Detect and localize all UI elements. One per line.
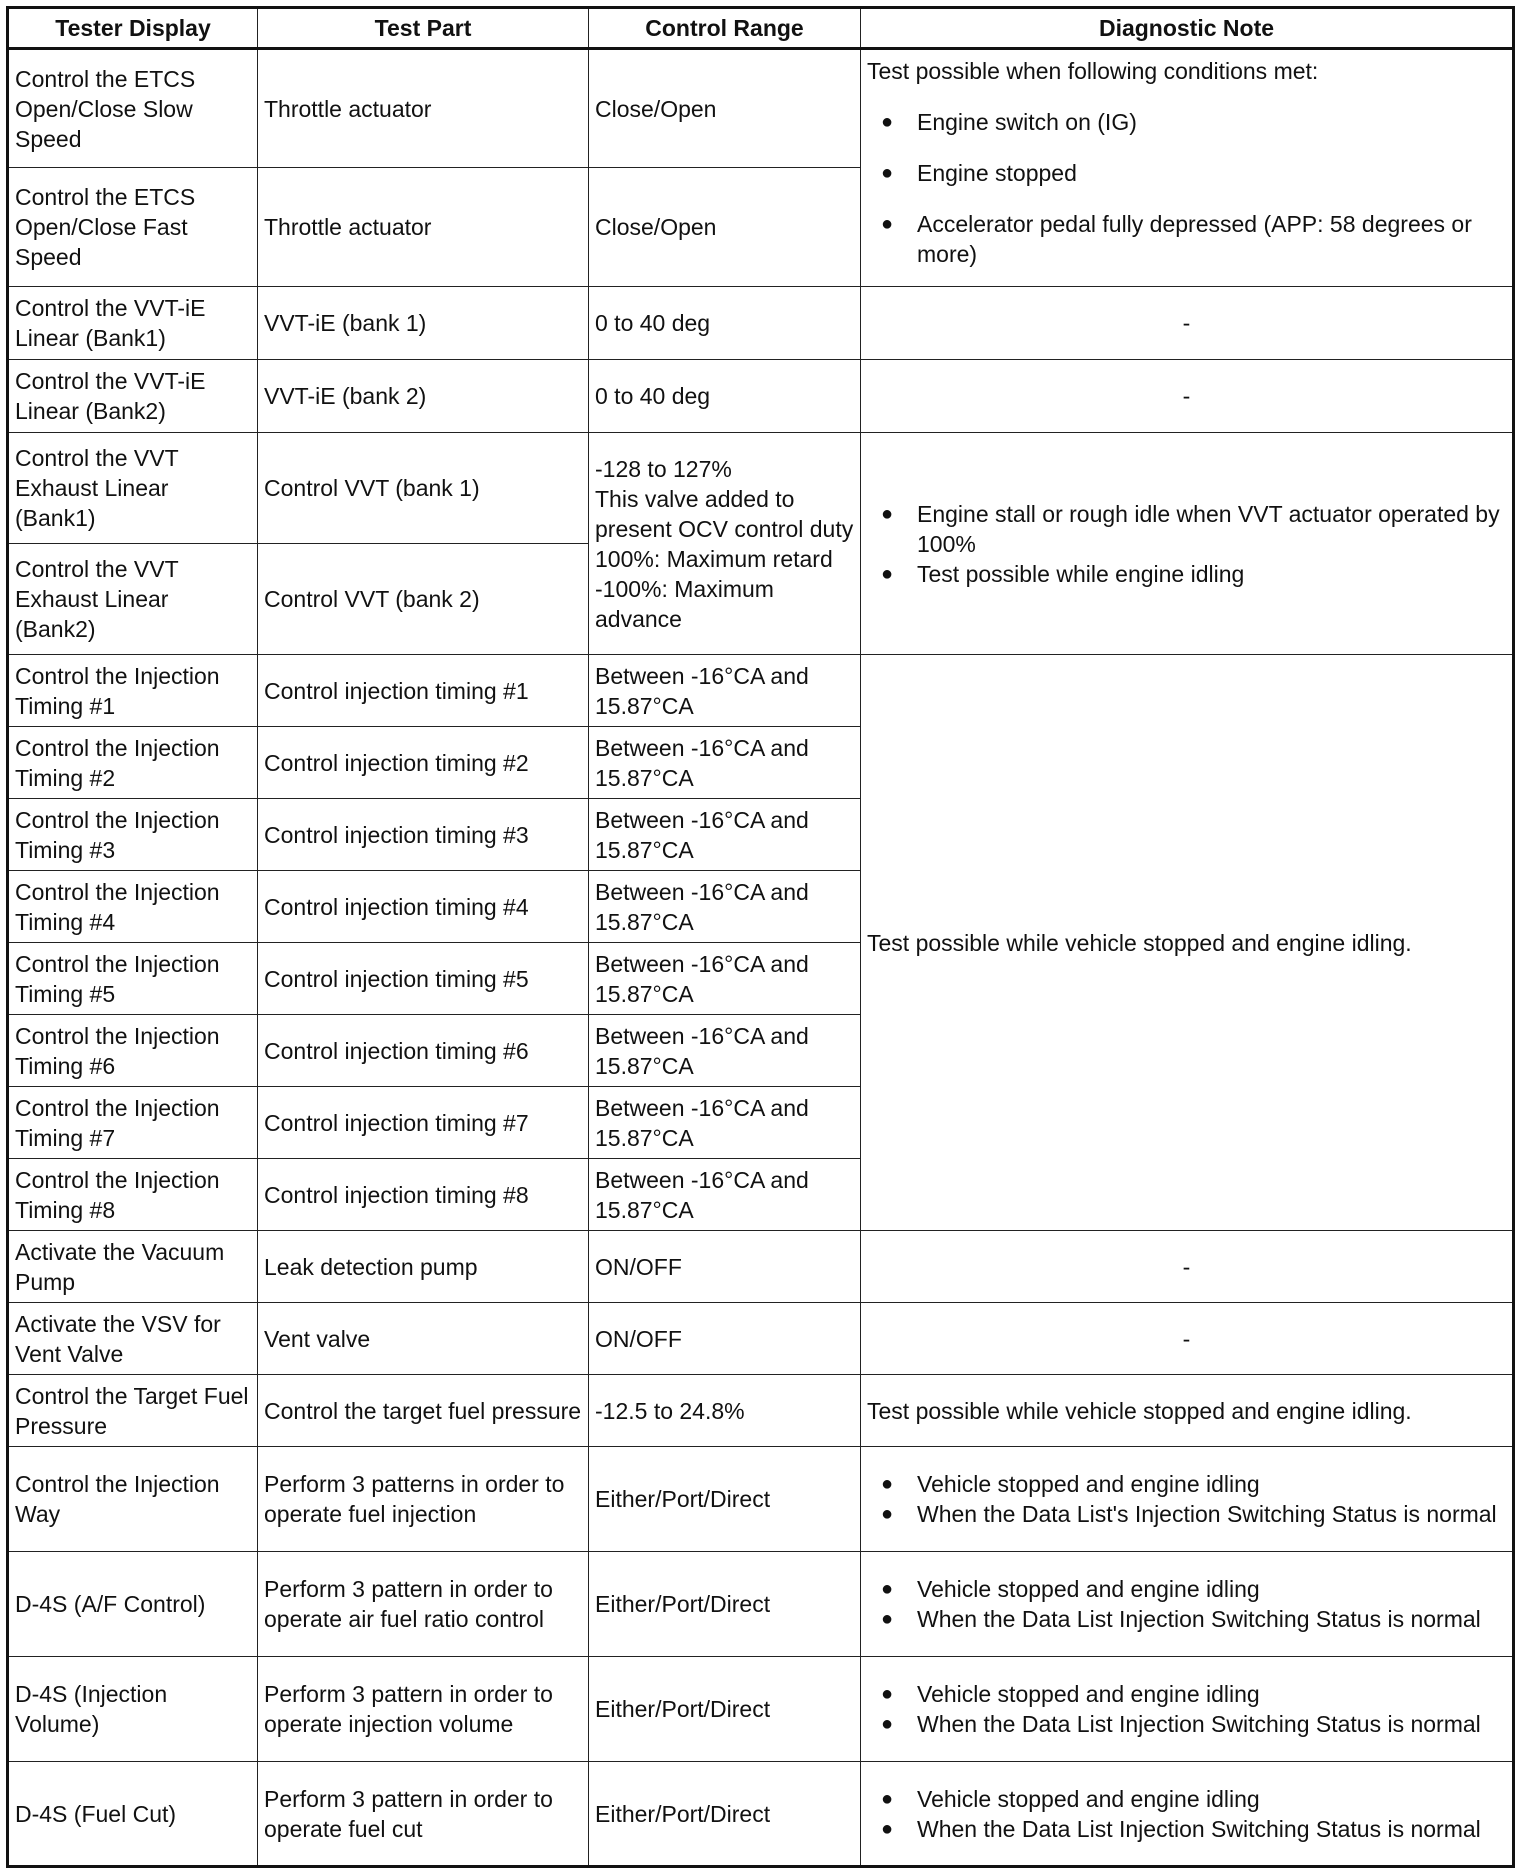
control-range-cell: Either/Port/Direct [589,1552,861,1657]
table-row [8,1303,1514,1375]
list-item: ● Engine switch on (IG) [867,107,1506,137]
list-item: ● When the Data List Injection Switching Status is normal [867,1709,1506,1739]
range-line: 100%: Maximum retard [595,545,833,572]
tester-display-cell: Control the Injection Timing #7 [8,1087,258,1159]
tester-display-cell: Control the Injection Timing #4 [8,871,258,943]
table-row [8,655,1514,727]
test-part-cell: Perform 3 pattern in order to operate fuel cut [258,1762,589,1867]
tester-display-cell: Control the Injection Way [8,1447,258,1552]
table-row [8,1552,1514,1657]
diagnostic-note-cell [861,1657,1514,1762]
control-range-cell: Between -16°CA and 15.87°CA [589,1087,861,1159]
tester-display-cell: D-4S (Injection Volume) [8,1657,258,1762]
diagnostic-note-cell [861,1447,1514,1552]
list-item: ● Vehicle stopped and engine idling [867,1469,1506,1499]
tester-display-cell: Control the Injection Timing #3 [8,799,258,871]
header-test-part: Test Part [258,8,589,49]
test-part-cell: Control injection timing #3 [258,799,589,871]
tester-display-cell: Control the Injection Timing #8 [8,1159,258,1231]
control-range-cell: -12.5 to 24.8% [589,1375,861,1447]
test-part-cell: Throttle actuator [258,49,589,168]
tester-display-cell: Control the Injection Timing #5 [8,943,258,1015]
tester-display-cell: Control the Injection Timing #6 [8,1015,258,1087]
test-part-cell: Perform 3 pattern in order to operate injection volume [258,1657,589,1762]
control-range-cell: Between -16°CA and 15.87°CA [589,871,861,943]
control-range-cell: Either/Port/Direct [589,1762,861,1867]
list-item: ● When the Data List Injection Switching Status is normal [867,1814,1506,1844]
tester-display-cell: Activate the VSV for Vent Valve [8,1303,258,1375]
list-item: ● Engine stall or rough idle when VVT actuator operated by 100% [867,499,1506,559]
range-line: -128 to 127% [595,455,732,482]
tester-display-cell: Control the ETCS Open/Close Slow Speed [8,49,258,168]
control-range-cell: 0 to 40 deg [589,360,861,433]
diagnostic-note-cell: Test possible while vehicle stopped and engine idling. [861,655,1514,1231]
test-part-cell: Control injection timing #2 [258,727,589,799]
tester-display-cell: Activate the Vacuum Pump [8,1231,258,1303]
range-line: This valve added to present OCV control duty [595,485,854,542]
note-list [867,1679,1506,1739]
control-range-cell: ON/OFF [589,1231,861,1303]
table-row [8,49,1514,168]
header-tester-display: Tester Display [8,8,258,49]
control-range-cell: Between -16°CA and 15.87°CA [589,727,861,799]
tester-display-cell: Control the VVT Exhaust Linear (Bank2) [8,544,258,655]
control-range-cell: Close/Open [589,49,861,168]
tester-display-cell: Control the Target Fuel Pressure [8,1375,258,1447]
header-row [8,8,1514,49]
table-row [8,1762,1514,1867]
table-row [8,1447,1514,1552]
tester-display-cell: Control the Injection Timing #2 [8,727,258,799]
control-range-cell: Between -16°CA and 15.87°CA [589,1159,861,1231]
test-part-cell: Leak detection pump [258,1231,589,1303]
test-part-cell: Control injection timing #4 [258,871,589,943]
list-item: ● When the Data List's Injection Switching Status is normal [867,1499,1506,1529]
test-part-cell: Control VVT (bank 1) [258,433,589,544]
header-diagnostic-note: Diagnostic Note [861,8,1514,49]
test-part-cell: Control injection timing #6 [258,1015,589,1087]
control-range-cell [589,433,861,655]
diagnostic-note-cell: - [861,287,1514,360]
control-range-cell: Between -16°CA and 15.87°CA [589,1015,861,1087]
list-item: ● Test possible while engine idling [867,559,1506,589]
test-part-cell: Vent valve [258,1303,589,1375]
list-item: ● Engine stopped [867,158,1506,188]
header-control-range: Control Range [589,8,861,49]
test-part-cell: Perform 3 pattern in order to operate air fuel ratio control [258,1552,589,1657]
list-item: ● Vehicle stopped and engine idling [867,1679,1506,1709]
diagnostic-note-cell: Test possible while vehicle stopped and engine idling. [861,1375,1514,1447]
tester-display-cell: Control the VVT-iE Linear (Bank1) [8,287,258,360]
control-range-cell: Between -16°CA and 15.87°CA [589,799,861,871]
note-list [867,1784,1506,1844]
list-item: ● Accelerator pedal fully depressed (APP: 58 degrees or more) [867,209,1506,269]
diagnostic-note-cell [861,1552,1514,1657]
control-range-cell: 0 to 40 deg [589,287,861,360]
table-row [8,1657,1514,1762]
note-list [867,1574,1506,1634]
table-row [8,1231,1514,1303]
test-part-cell: Perform 3 patterns in order to operate fuel injection [258,1447,589,1552]
diagnostic-note-cell [861,1762,1514,1867]
list-item: ● When the Data List Injection Switching Status is normal [867,1604,1506,1634]
tester-display-cell: D-4S (Fuel Cut) [8,1762,258,1867]
note-intro: Test possible when following conditions met: [867,58,1319,84]
test-part-cell: Control injection timing #1 [258,655,589,727]
active-test-table [6,6,1515,1868]
control-range-cell: ON/OFF [589,1303,861,1375]
tester-display-cell: D-4S (A/F Control) [8,1552,258,1657]
test-part-cell: Control injection timing #7 [258,1087,589,1159]
test-part-cell: Control injection timing #5 [258,943,589,1015]
table-row [8,360,1514,433]
diagnostic-note-cell [861,49,1514,287]
test-part-cell: Control VVT (bank 2) [258,544,589,655]
note-list [867,1469,1506,1529]
control-range-cell: Either/Port/Direct [589,1657,861,1762]
tester-display-cell: Control the VVT-iE Linear (Bank2) [8,360,258,433]
table-row [8,433,1514,544]
table-row [8,1375,1514,1447]
control-range-cell: Between -16°CA and 15.87°CA [589,655,861,727]
list-item: ● Vehicle stopped and engine idling [867,1784,1506,1814]
diagnostic-note-cell: - [861,1231,1514,1303]
tester-display-cell: Control the VVT Exhaust Linear (Bank1) [8,433,258,544]
test-part-cell: VVT-iE (bank 1) [258,287,589,360]
test-part-cell: Control the target fuel pressure [258,1375,589,1447]
note-list [867,107,1506,269]
test-part-cell: Control injection timing #8 [258,1159,589,1231]
diagnostic-note-cell [861,433,1514,655]
control-range-cell: Close/Open [589,168,861,287]
diagnostic-note-cell: - [861,360,1514,433]
control-range-cell: Either/Port/Direct [589,1447,861,1552]
tester-display-cell: Control the Injection Timing #1 [8,655,258,727]
range-line: -100%: Maximum advance [595,575,774,632]
note-list [867,499,1506,589]
test-part-cell: Throttle actuator [258,168,589,287]
tester-display-cell: Control the ETCS Open/Close Fast Speed [8,168,258,287]
table-row [8,287,1514,360]
list-item: ● Vehicle stopped and engine idling [867,1574,1506,1604]
diagnostic-note-cell: - [861,1303,1514,1375]
test-part-cell: VVT-iE (bank 2) [258,360,589,433]
control-range-cell: Between -16°CA and 15.87°CA [589,943,861,1015]
